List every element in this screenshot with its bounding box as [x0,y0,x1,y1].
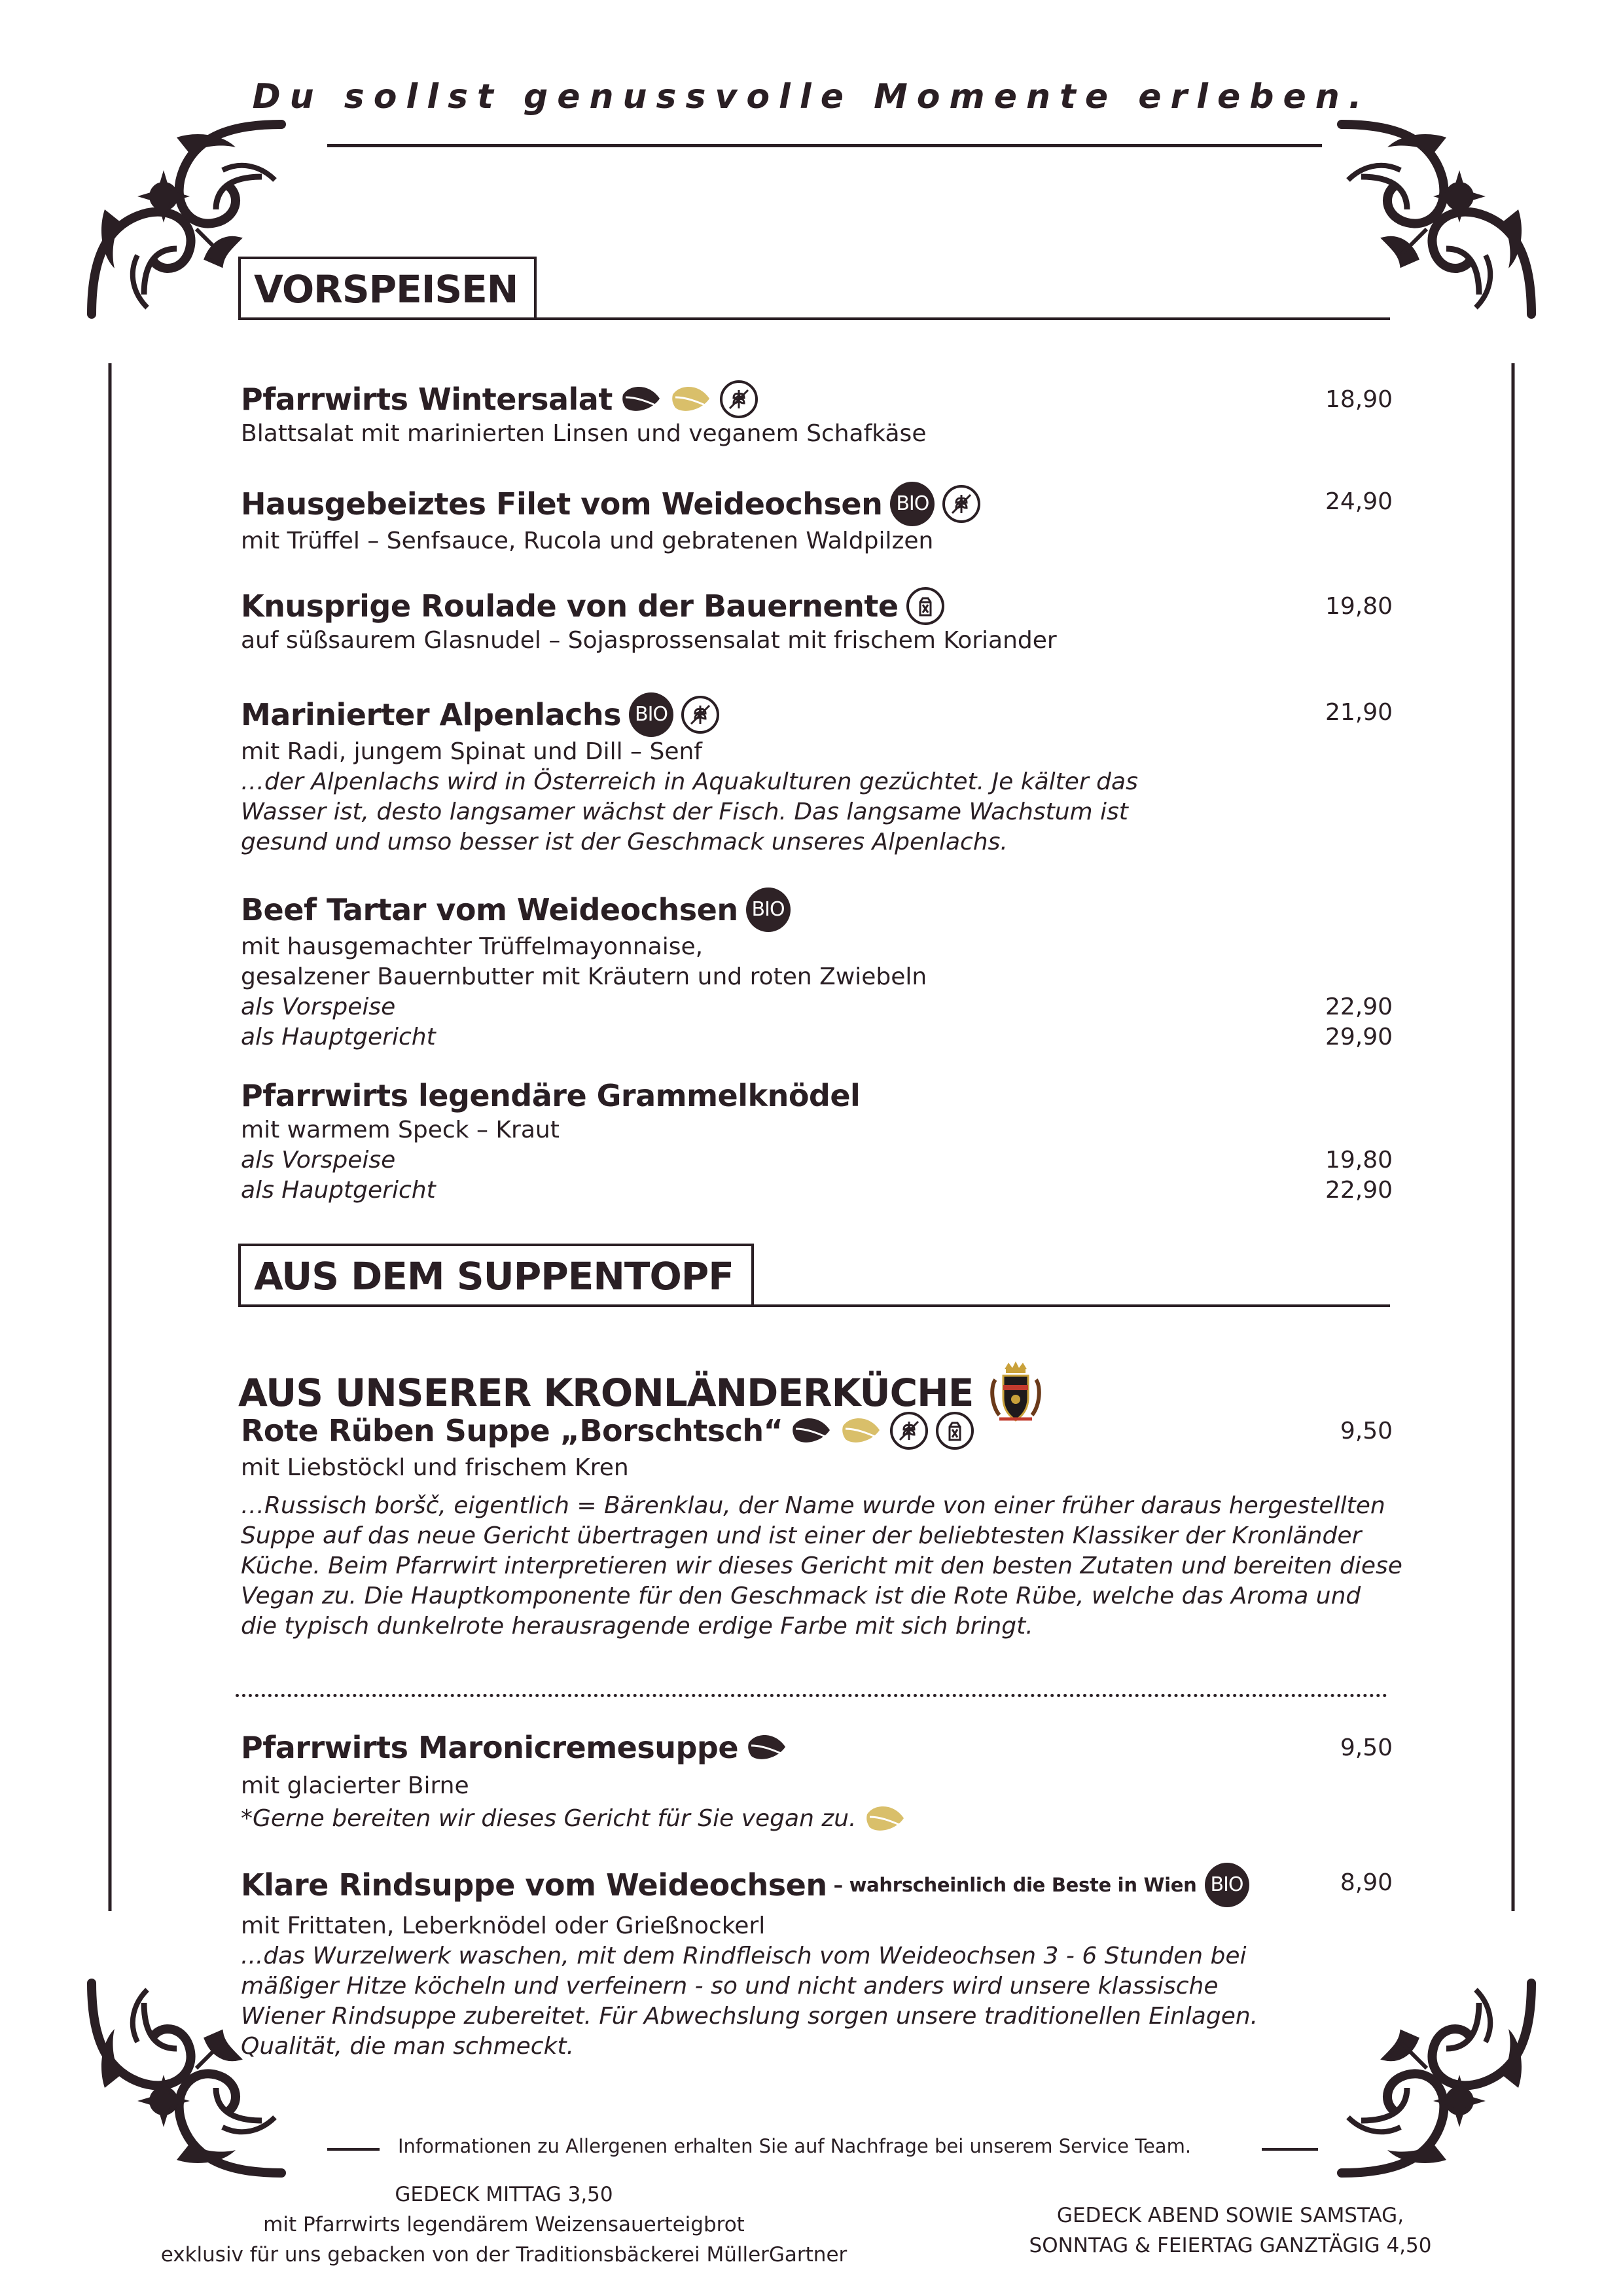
dish-price: 21,90 [1325,699,1393,726]
section-title-suppentopf: AUS DEM SUPPENTOPF [254,1254,734,1299]
dish-name: Knusprige Roulade von der Bauernente [241,588,899,624]
dish-name: Pfarrwirts legendäre Grammelknödel [241,1078,861,1113]
gluten-free-icon [681,696,719,734]
dish-option [241,1022,1393,1052]
dish-rindsuppe [241,1863,1393,2062]
gedeck-mittag [144,2179,864,2270]
option-price: 19,80 [1325,1147,1393,1174]
dish-price: 24,90 [1325,488,1393,515]
section-rule-vorspeisen [238,317,1390,320]
dish-description: mit Trüffel – Senfsauce, Rucola und gebratenen Waldpilzen [241,528,934,554]
option-price: 29,90 [1325,1024,1393,1050]
dish-description: Blattsalat mit marinierten Linsen und veganem Schafkäse [241,420,927,447]
dish-name: Marinierter Alpenlachs [241,697,622,732]
bio-badge: BIO [629,692,673,737]
gluten-free-icon [890,1412,928,1450]
dish-name: Pfarrwirts Wintersalat [241,382,613,417]
footer-rule-right [1262,2148,1318,2151]
tagline: Du sollst genussvolle Momente erleben. [252,77,1371,117]
gedeck-mittag-line: GEDECK MITTAG 3,50 [395,2183,613,2206]
dish-note-line: Vegan zu. Die Hauptkomponente für den Geschmack ist die Rote Rübe, welche das Aroma und [241,1583,1361,1609]
gluten-free-icon [942,485,980,523]
lactose-free-icon [906,587,944,625]
dish-description: mit Liebstöckl und frischem Kren [241,1454,629,1481]
dish-description: mit glacierter Birne [241,1772,469,1799]
dish-name: Pfarrwirts Maronicremesuppe [241,1730,739,1765]
dish-price: 19,80 [1325,593,1393,620]
dish-note-line: …der Alpenlachs wird in Österreich in Aquakulturen gezüchtet. Je kälter das [241,768,1138,795]
footer-rule-left [327,2148,380,2151]
dish-note-line: Qualität, die man schmeckt. [241,2033,575,2060]
dish-description: auf süßsaurem Glasnudel – Sojasprossensalat mit frischem Koriander [241,627,1057,654]
section-rule-suppentopf [238,1304,1390,1307]
option-label: als Vorspeise [241,1147,396,1174]
dish-tartar [241,888,1393,1052]
vegan-leaf-icon [840,1413,882,1448]
vegan-note: *Gerne bereiten wir dieses Gericht für Sie vegan zu. [241,1805,857,1832]
dish-alpenlachs [241,692,1393,857]
vegetarian-leaf-icon [791,1413,832,1448]
dish-note-line: die typisch dunkelrote herausragende erdige Farbe mit sich bringt. [241,1613,1033,1640]
gedeck-abend-line: SONNTAG & FEIERTAG GANZTÄGIG 4,50 [1029,2234,1432,2257]
gedeck-abend [942,2200,1518,2261]
dish-note-line: ...das Wurzelwerk waschen, mit dem Rindfleisch vom Weideochsen 3 - 6 Stunden bei [241,1943,1247,1969]
dish-wintersalat [241,380,1393,449]
option-label: als Hauptgericht [241,1177,436,1204]
vegan-leaf-icon [865,1801,906,1837]
dish-description: gesalzener Bauernbutter mit Kräutern und roten Zwiebeln [241,963,927,990]
dish-note-line: mäßiger Hitze köcheln und verfeinern - so und nicht anders wird unsere klassische [241,1973,1219,2000]
dotted-separator [236,1694,1387,1697]
dish-option [241,1175,1393,1206]
option-price: 22,90 [1325,994,1393,1020]
dish-name: Beef Tartar vom Weideochsen [241,892,738,927]
dish-price: 9,50 [1340,1418,1393,1444]
dish-description: mit Frittaten, Leberknödel oder Grießnockerl [241,1912,766,1939]
dish-name: Rote Rüben Suppe „Borschtsch“ [241,1413,783,1448]
dish-price: 18,90 [1325,386,1393,413]
bio-badge: BIO [746,888,791,932]
dish-description: mit Radi, jungem Spinat und Dill – Senf [241,738,702,765]
dish-name: Klare Rindsuppe vom Weideochsen [241,1867,827,1903]
option-label: als Hauptgericht [241,1024,436,1050]
kronlaender-label: AUS UNSERER KRONLÄNDERKÜCHE [238,1371,974,1415]
bio-badge: BIO [890,482,935,526]
dish-note-line: Wasser ist, desto langsamer wächst der Fisch. Das langsame Wachstum ist [241,798,1128,825]
vegetarian-leaf-icon [620,382,662,417]
gluten-free-icon [720,380,758,418]
dish-grammelknoedel [241,1076,1393,1206]
dish-note [241,1801,1393,1837]
bio-badge: BIO [1205,1863,1249,1907]
gedeck-mittag-line: mit Pfarrwirts legendärem Weizensauerteigbrot [263,2213,745,2236]
dish-option [241,992,1393,1022]
dish-name: Hausgebeiztes Filet vom Weideochsen [241,486,883,522]
dish-option [241,1145,1393,1175]
allergen-note: Informationen zu Allergenen erhalten Sie auf Nachfrage bei unserem Service Team. [398,2135,1192,2157]
dish-tagline: – wahrscheinlich die Beste in Wien [833,1874,1197,1896]
dish-note-line: Küche. Beim Pfarrwirt interpretieren wir dieses Gericht mit den besten Zutaten und bereiten diese [241,1552,1402,1579]
option-label: als Vorspeise [241,994,396,1020]
tagline-rule [327,144,1322,147]
dish-roulade [241,586,1393,656]
dish-note-line: …Russisch boršč, eigentlich = Bärenklau, der Name wurde von einer früher daraus hergestellten [241,1492,1385,1519]
vegetarian-leaf-icon [746,1730,788,1765]
vegan-leaf-icon [670,382,712,417]
dish-price: 8,90 [1340,1869,1393,1896]
option-price: 22,90 [1325,1177,1393,1204]
gedeck-abend-line: GEDECK ABEND SOWIE SAMSTAG, [1056,2204,1404,2227]
gedeck-mittag-line: exklusiv für uns gebacken von der Traditionsbäckerei MüllerGartner [160,2243,847,2267]
dish-note-line: Suppe auf das neue Gericht übertragen und ist einer der beliebtesten Klassiker der Kronländer [241,1522,1362,1549]
dish-borschtsch [241,1411,1402,1641]
dish-description: mit hausgemachter Trüffelmayonnaise, [241,933,704,960]
dish-filet [241,482,1393,556]
lactose-free-icon [936,1412,974,1450]
section-title-vorspeisen: VORSPEISEN [254,267,518,312]
dish-note-line: Wiener Rindsuppe zubereitet. Für Abwechslung sorgen unsere traditionellen Einlagen. [241,2003,1258,2030]
dish-description: mit warmem Speck – Kraut [241,1117,560,1143]
dish-price: 9,50 [1340,1734,1393,1761]
dish-maroni [241,1728,1393,1837]
dish-note-line: gesund und umso besser ist der Geschmack unseres Alpenlachs. [241,829,1008,855]
